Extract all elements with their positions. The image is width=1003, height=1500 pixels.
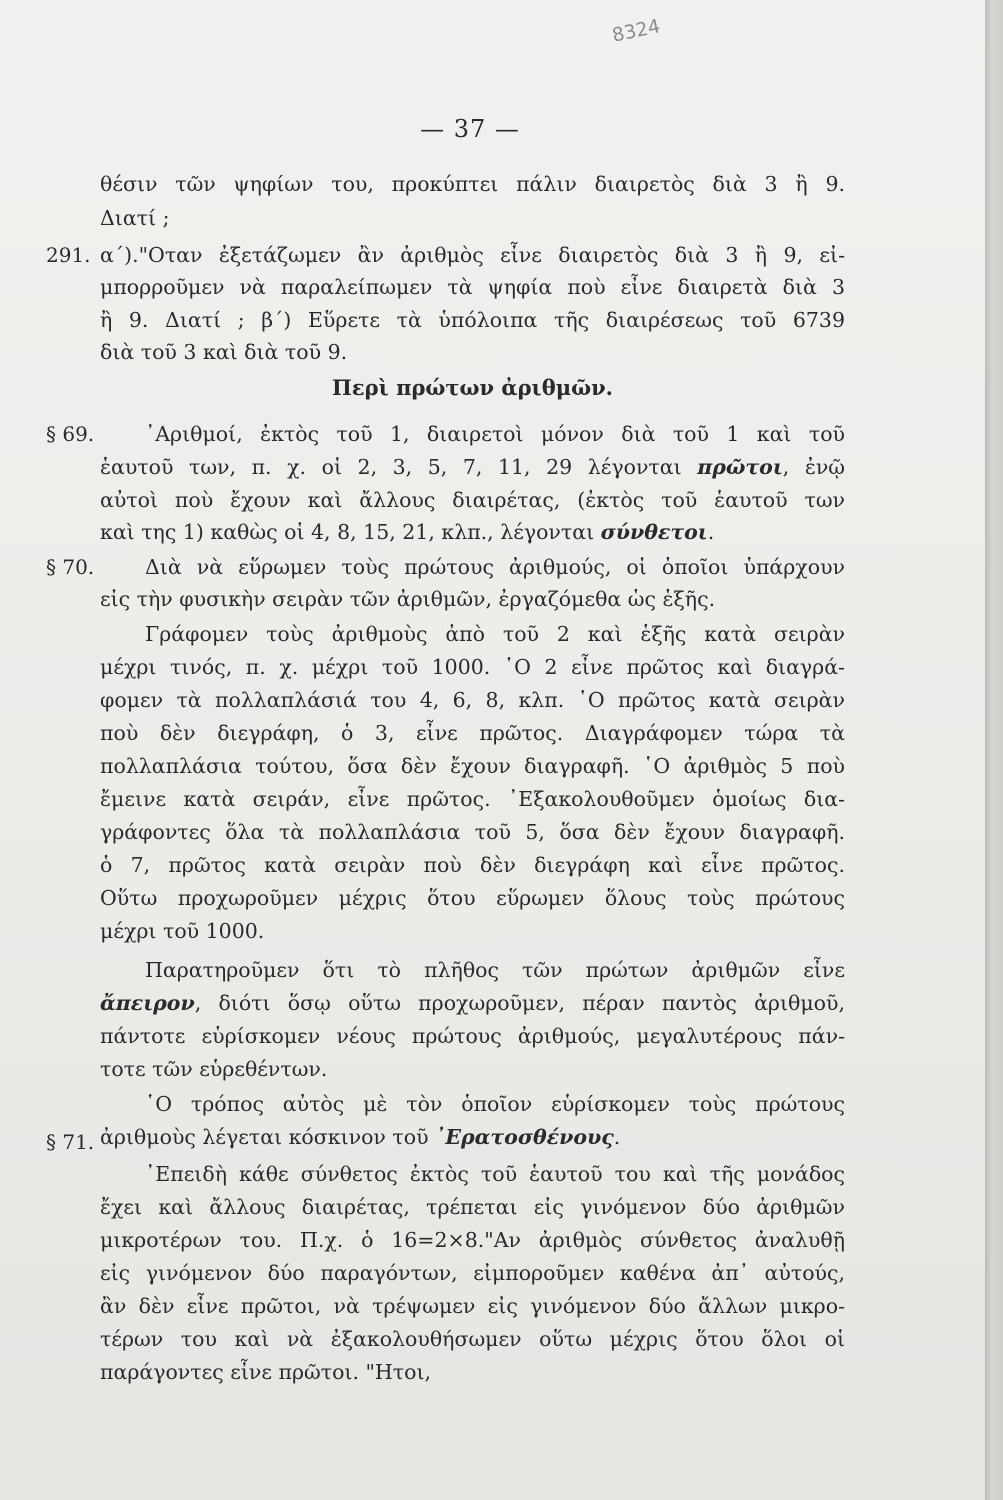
text-line: εἰς γινόμενον δύο παραγόντων, εἰμποροῦμεν καθένα ἀπ᾿ αὐτούς, bbox=[100, 1261, 845, 1285]
text-line: τέρων του καὶ νὰ ἐξακολουθήσωμεν οὕτω μέχρις ὅτου ὅλοι οἱ bbox=[100, 1327, 845, 1351]
text-line: ὁ 7, πρῶτος κατὰ σειρὰν ποὺ δὲν διεγράφη καὶ εἶνε πρῶτος. bbox=[100, 853, 845, 877]
text-line: μέχρι τινός, π. χ. μέχρι τοῦ 1000. ῾Ο 2 εἶνε πρῶτος καὶ διαγρά- bbox=[100, 655, 845, 679]
handwritten-note: 8324 bbox=[610, 15, 663, 47]
margin-label-69: § 69. bbox=[46, 422, 95, 446]
text-line: καὶ της 1) καθὼς οἱ 4, 8, 15, 21, κλπ., λέγονται σύνθετοι. bbox=[100, 520, 715, 544]
text-line: ᾿Αριθμοί, ἐκτὸς τοῦ 1, διαιρετοὶ μόνον διὰ τοῦ 1 καὶ τοῦ bbox=[145, 422, 845, 446]
text-line: Παρατηροῦμεν ὅτι τὸ πλῆθος τῶν πρώτων ἀριθμῶν εἶνε bbox=[145, 958, 845, 982]
text-line: Διὰ νὰ εὕρωμεν τοὺς πρώτους ἀριθμούς, οἱ ὁποῖοι ὑπάρχουν bbox=[145, 555, 845, 579]
text-line: ἢ 9. Διατί ; β΄) Εὕρετε τὰ ὑπόλοιπα τῆς διαιρέσεως τοῦ 6739 bbox=[100, 308, 845, 332]
text-line: αὐτοὶ ποὺ ἔχουν καὶ ἄλλους διαιρέτας, (ἐκτὸς τοῦ ἑαυτοῦ των bbox=[100, 488, 845, 512]
margin-label-291: 291. bbox=[46, 243, 91, 267]
text-line: ἀριθμοὺς λέγεται κόσκινον τοῦ ᾿Ερατοσθένους. bbox=[100, 1125, 621, 1149]
text-line: πολλαπλάσια τούτου, ὅσα δὲν ἔχουν διαγραφῆ. ῾Ο ἀριθμὸς 5 ποὺ bbox=[100, 754, 845, 778]
text-line: ᾿Επειδὴ κάθε σύνθετος ἐκτὸς τοῦ ἑαυτοῦ του καὶ τῆς μονάδος bbox=[145, 1162, 845, 1186]
text-line: ἂν δὲν εἶνε πρῶτοι, νὰ τρέψωμεν εἰς γινόμενον δύο ἄλλων μικρο- bbox=[100, 1294, 845, 1318]
text-line: μέχρι τοῦ 1000. bbox=[100, 919, 265, 943]
text-line: Διατί ; bbox=[100, 206, 170, 230]
text-line: μικροτέρων του. Π.χ. ὁ 16=2×8."Αν ἀριθμὸς σύνθετος ἀναλυθῇ bbox=[100, 1228, 845, 1252]
page-number: — 37 — bbox=[420, 115, 520, 143]
text-line: Γράφομεν τοὺς ἀριθμοὺς ἀπὸ τοῦ 2 καὶ ἑξῆς κατὰ σειρὰν bbox=[145, 622, 845, 646]
text-line: φομεν τὰ πολλαπλάσιά του 4, 6, 8, κλπ. ῾Ο πρῶτος κατὰ σειρὰν bbox=[100, 688, 845, 712]
text-line: μπορροῦμεν νὰ παραλείπωμεν τὰ ψηφία ποὺ εἶνε διαιρετὰ διὰ 3 bbox=[100, 275, 845, 299]
text-line: α΄)."Οταν ἐξετάζωμεν ἂν ἀριθμὸς εἶνε διαιρετὸς διὰ 3 ἢ 9, εἰ- bbox=[100, 243, 845, 267]
margin-label-71: § 71. bbox=[46, 1130, 95, 1154]
text-line: παράγοντες εἶνε πρῶτοι. "Ητοι, bbox=[100, 1360, 432, 1384]
page-edge bbox=[985, 0, 1003, 1500]
text-line: διὰ τοῦ 3 καὶ διὰ τοῦ 9. bbox=[100, 340, 348, 364]
text-line: ἔμεινε κατὰ σειράν, εἶνε πρῶτος. ᾿Εξακολουθοῦμεν ὁμοίως δια- bbox=[100, 787, 845, 811]
text-line: ποὺ δὲν διεγράφη, ὁ 3, εἶνε πρῶτος. Διαγράφομεν τώρα τὰ bbox=[100, 721, 845, 745]
text-line: ἑαυτοῦ των, π. χ. οἱ 2, 3, 5, 7, 11, 29 λέγονται πρῶτοι, ἐνῷ bbox=[100, 455, 845, 479]
text-line: τοτε τῶν εὑρεθέντων. bbox=[100, 1057, 328, 1081]
margin-label-70: § 70. bbox=[46, 555, 95, 579]
text-line: ἄπειρον, διότι ὅσῳ οὕτω προχωροῦμεν, πέραν παντὸς ἀριθμοῦ, bbox=[100, 991, 845, 1015]
text-line: ἔχει καὶ ἄλλους διαιρέτας, τρέπεται εἰς γινόμενον δύο ἀριθμῶν bbox=[100, 1195, 845, 1219]
section-heading: Περὶ πρώτων ἀριθμῶν. bbox=[332, 375, 613, 400]
text-line: πάντοτε εὑρίσκομεν νέους πρώτους ἀριθμούς, μεγαλυτέρους πάν- bbox=[100, 1024, 845, 1048]
text-line: Οὕτω προχωροῦμεν μέχρις ὅτου εὕρωμεν ὅλους τοὺς πρώτους bbox=[100, 886, 845, 910]
text-line: ῾Ο τρόπος αὐτὸς μὲ τὸν ὁποῖον εὑρίσκομεν τοὺς πρώτους bbox=[145, 1092, 845, 1116]
text-line: γράφοντες ὅλα τὰ πολλαπλάσια τοῦ 5, ὅσα δὲν ἔχουν διαγραφῆ. bbox=[100, 820, 845, 844]
text-line: θέσιν τῶν ψηφίων του, προκύπτει πάλιν διαιρετὸς διὰ 3 ἢ 9. bbox=[100, 172, 845, 196]
text-line: εἰς τὴν φυσικὴν σειρὰν τῶν ἀριθμῶν, ἐργαζόμεθα ὡς ἑξῆς. bbox=[100, 587, 716, 611]
